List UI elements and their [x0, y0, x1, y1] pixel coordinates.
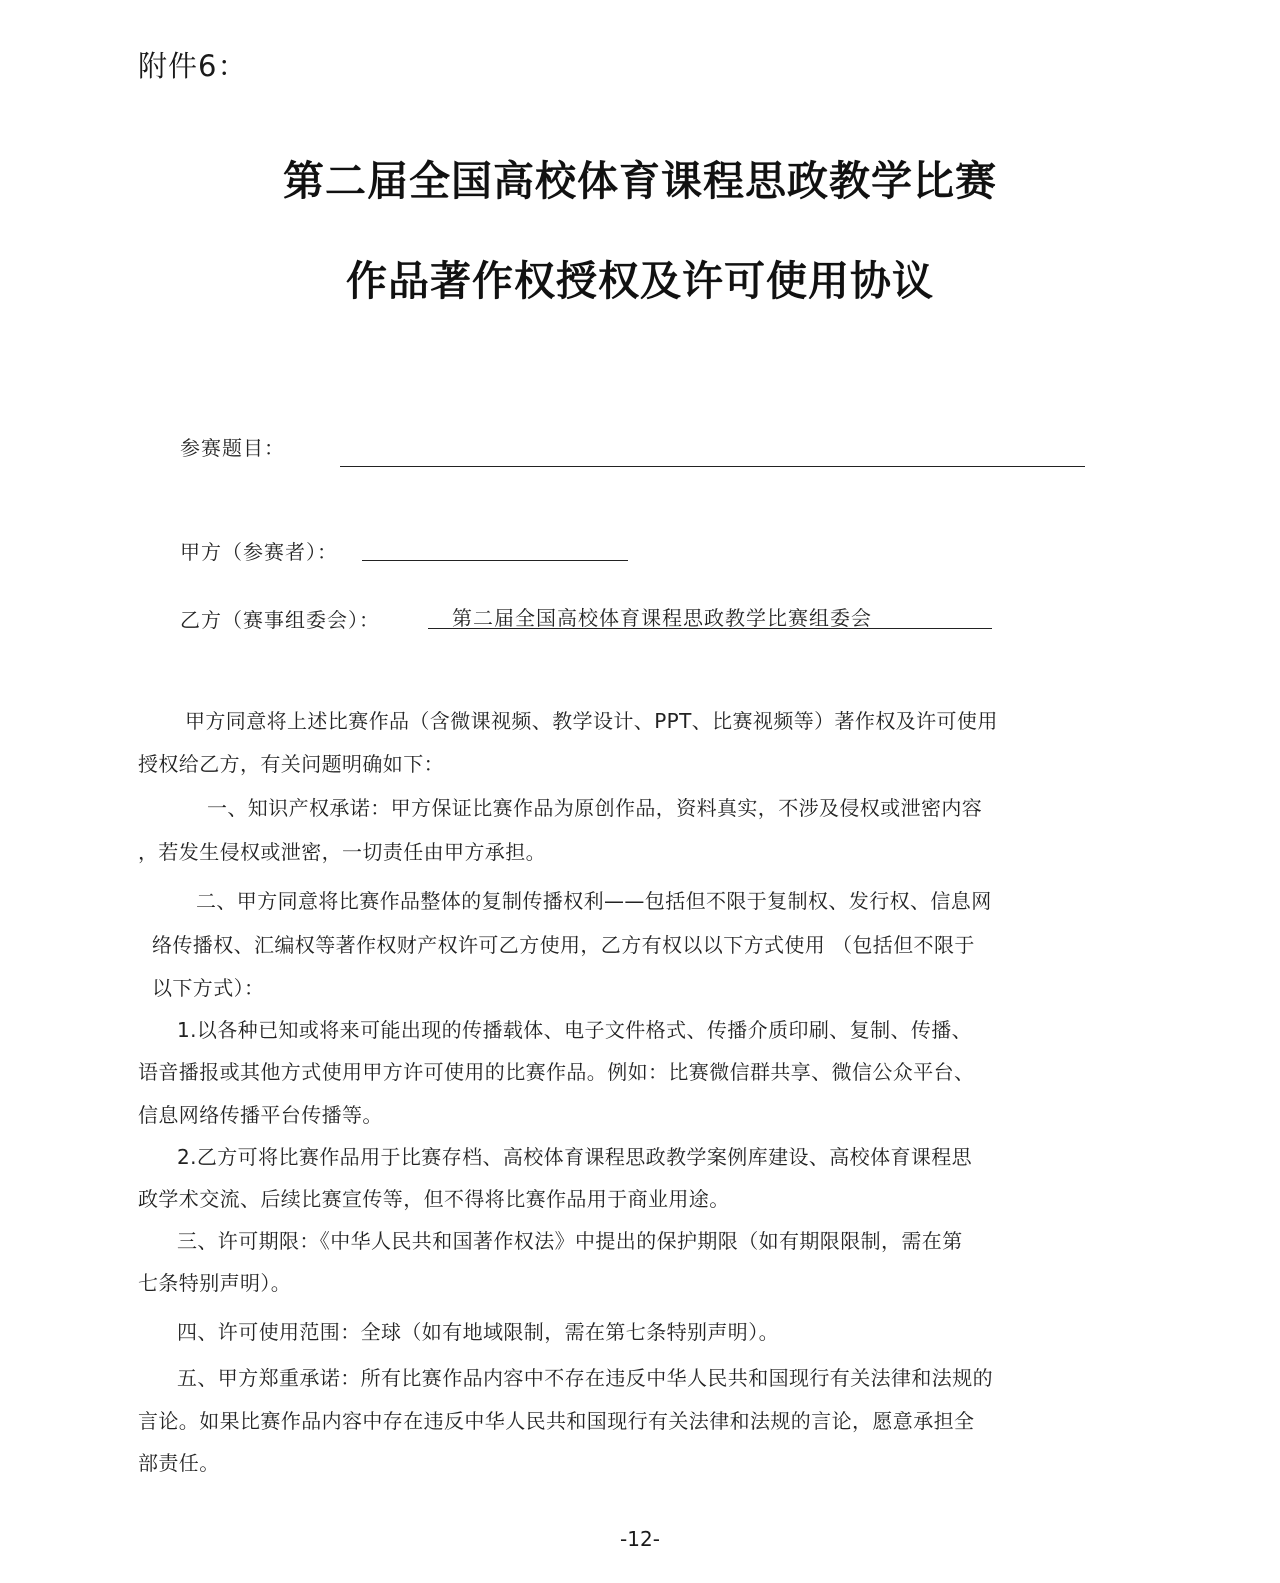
- body-line: 七条特别声明）。: [138, 1271, 292, 1295]
- document-title-line-2: 作品著作权授权及许可使用协议: [346, 257, 934, 305]
- body-line: 授权给乙方，有关问题明确如下：: [138, 752, 444, 776]
- attachment-label: 附件6：: [138, 49, 248, 83]
- body-line: 信息网络传播平台传播等。: [138, 1103, 383, 1127]
- body-line: ，若发生侵权或泄密，一切责任由甲方承担。: [138, 840, 546, 864]
- topic-blank-line: [340, 466, 1085, 467]
- body-line: 一、知识产权承诺：甲方保证比赛作品为原创作品，资料真实，不涉及侵权或泄密内容: [207, 796, 983, 820]
- body-line: 部责任。: [138, 1451, 220, 1475]
- body-line: 以下方式）：: [152, 976, 265, 1000]
- body-line: 络传播权、汇编权等著作权财产权许可乙方使用，乙方有权以以下方式使用 （包括但不限于: [152, 933, 975, 957]
- party-b-underline: [428, 628, 992, 629]
- party-b-value: 第二届全国高校体育课程思政教学比赛组委会: [452, 606, 872, 630]
- body-line: 语音播报或其他方式使用甲方许可使用的比赛作品。例如：比赛微信群共享、微信公众平台、: [138, 1060, 975, 1084]
- topic-label: 参赛题目：: [180, 436, 285, 460]
- body-line: 2.乙方可将比赛作品用于比赛存档、高校体育课程思政教学案例库建设、高校体育课程思: [177, 1145, 973, 1169]
- party-a-blank-line: [362, 560, 628, 561]
- party-a-label: 甲方（参赛者）：: [180, 540, 338, 564]
- body-line: 政学术交流、后续比赛宣传等，但不得将比赛作品用于商业用途。: [138, 1187, 730, 1211]
- document-title-line-1: 第二届全国高校体育课程思政教学比赛: [283, 157, 997, 205]
- body-line: 二、甲方同意将比赛作品整体的复制传播权利——包括但不限于复制权、发行权、信息网: [196, 889, 992, 913]
- page-number: -12-: [620, 1527, 660, 1551]
- party-b-label: 乙方（赛事组委会）：: [180, 608, 380, 632]
- body-line: 1.以各种已知或将来可能出现的传播载体、电子文件格式、传播介质印刷、复制、传播、: [177, 1018, 973, 1042]
- body-line: 三、许可期限：《中华人民共和国著作权法》中提出的保护期限（如有期限限制，需在第: [177, 1229, 963, 1253]
- body-line: 言论。如果比赛作品内容中存在违反中华人民共和国现行有关法律和法规的言论，愿意承担全: [138, 1409, 975, 1433]
- body-line: 四、许可使用范围：全球（如有地域限制，需在第七条特别声明）。: [177, 1320, 779, 1344]
- body-line: 甲方同意将上述比赛作品（含微课视频、教学设计、PPT、比赛视频等）著作权及许可使用: [185, 709, 998, 733]
- body-line: 五、甲方郑重承诺：所有比赛作品内容中不存在违反中华人民共和国现行有关法律和法规的: [177, 1366, 993, 1390]
